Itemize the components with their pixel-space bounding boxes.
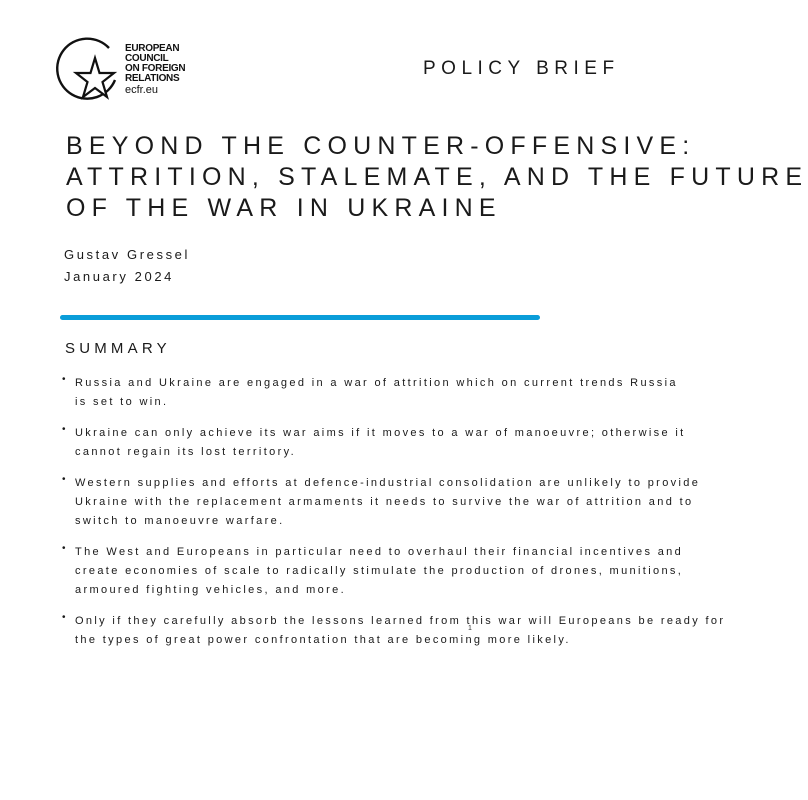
publication-date: January 2024: [64, 269, 174, 284]
list-item: [60, 474, 701, 531]
title-line: OF THE WAR IN UKRAINE: [66, 194, 502, 222]
bullet-line: Russia and Ukraine are engaged in a war of attrition which on current trends Russia: [75, 377, 678, 389]
title-line: BEYOND THE COUNTER-OFFENSIVE:: [66, 132, 696, 160]
document-type-label: POLICY BRIEF: [423, 58, 620, 79]
bullet-icon: •: [62, 474, 66, 485]
list-item: [60, 374, 678, 412]
bullet-line: Ukraine can only achieve its war aims if it moves to a war of manoeuvre; otherwise it: [75, 427, 686, 439]
bullet-line: cannot regain its lost territory.: [75, 446, 297, 458]
bullet-line: Western supplies and efforts at defence-industrial consolidation are unlikely to provide: [75, 477, 701, 489]
logo-wordmark: [125, 44, 185, 95]
bullet-line: Ukraine with the replacement armaments it needs to survive the war of attrition and to: [75, 496, 694, 508]
bullet-line: is set to win.: [75, 396, 169, 408]
title-line: ATTRITION, STALEMATE, AND THE FUTURE: [66, 163, 808, 191]
bullet-icon: •: [62, 424, 66, 435]
bullet-line: armoured fighting vehicles, and more.: [75, 584, 346, 596]
logo-url: ecfr.eu: [125, 84, 159, 96]
bullet-icon: •: [62, 612, 66, 623]
list-item: [60, 543, 684, 600]
list-item: [60, 424, 686, 462]
star-circle-icon: [59, 36, 123, 106]
accent-divider: [60, 315, 540, 320]
bullet-icon: •: [62, 374, 66, 385]
bullet-line: Only if they carefully absorb the lessons learned from this war will Europeans be ready for: [75, 615, 726, 627]
author-name: Gustav Gressel: [64, 247, 190, 262]
logo-line: EUROPEAN: [125, 43, 180, 54]
page-number: 1: [468, 625, 473, 632]
bullet-icon: •: [62, 543, 66, 554]
bullet-line: The West and Europeans in particular need to overhaul their financial incentives and: [75, 546, 684, 558]
bullet-line: create economies of scale to radically stimulate the production of drones, munitions,: [75, 565, 684, 577]
logo-line: RELATIONS: [125, 73, 180, 84]
logo-line: ON FOREIGN: [125, 63, 186, 74]
list-item: [60, 612, 726, 650]
bullet-line: the types of great power confrontation that are becoming more likely.: [75, 634, 571, 646]
summary-list: [60, 374, 726, 662]
logo-line: COUNCIL: [125, 53, 169, 64]
ecfr-logo[interactable]: [59, 36, 209, 106]
summary-heading: SUMMARY: [65, 340, 171, 357]
page-title: [66, 131, 808, 224]
bullet-line: switch to manoeuvre warfare.: [75, 515, 285, 527]
